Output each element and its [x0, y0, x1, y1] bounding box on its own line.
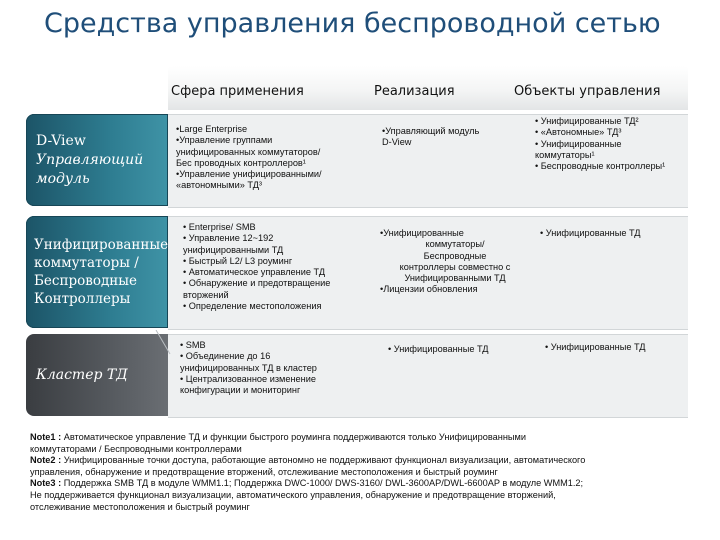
- cell-line: вторжений: [183, 289, 229, 300]
- row-label-line: Кластер ТД: [36, 366, 128, 383]
- column-header-scope: Сфера применения: [171, 84, 304, 99]
- cell-line: унифицированных ТД в кластер: [180, 362, 317, 373]
- cell-line: • Управление 12~192: [183, 233, 274, 244]
- footnotes: [30, 432, 710, 513]
- footnote-line: [30, 478, 710, 490]
- row-label-line: коммутаторы /: [34, 255, 139, 271]
- row-label-unified: [26, 216, 168, 328]
- footnote-text: управления, обнаружение и предотвращение вторжений, отслеживание местоположения и быстрый роуминг: [30, 466, 498, 477]
- cell-line: Беспроводные: [423, 250, 487, 261]
- cell-objects-dview: [535, 116, 665, 172]
- cell-line: • Унифицированные ТД: [388, 344, 489, 354]
- cell-line: Унифицированными ТД: [404, 273, 506, 284]
- footnote-tag: Note1 :: [30, 432, 62, 442]
- footnote-text: Унифицированные точки доступа, работающие автономно не поддерживают функционал визуализации, автоматического: [61, 455, 586, 466]
- cell-line: •Управление унифицированными/: [176, 169, 322, 180]
- cell-line: •Унифицированные: [380, 228, 464, 238]
- cell-line: • Унифицированные: [535, 138, 622, 149]
- cell-line: контроллеры совместно с: [399, 261, 511, 272]
- cell-line: • Обнаружение и предотвращение: [183, 278, 331, 289]
- cell-line: унифицированных коммутаторов/: [176, 146, 321, 157]
- cell-implementation-cluster: [388, 344, 489, 355]
- cell-implementation-unified: [380, 228, 530, 296]
- footnote-line: [30, 490, 710, 502]
- cell-line: унифицированными ТД: [183, 244, 284, 255]
- row-label-line: Беспроводные: [34, 273, 138, 289]
- row-label-line: D-View: [36, 132, 86, 149]
- row-label-cluster: [26, 334, 168, 416]
- column-header-implementation: Реализация: [374, 84, 455, 99]
- cell-line: • Объединение до 16: [180, 351, 271, 362]
- cell-line: Бес проводных контроллеров¹: [176, 157, 306, 168]
- page-title: Средства управления беспроводной сетью: [44, 8, 661, 39]
- cell-line: •Large Enterprise: [176, 124, 248, 134]
- cell-line: •Лицензии обновления: [380, 284, 478, 295]
- footnote-text: коммутаторами / Беспроводными контроллерами: [30, 443, 242, 454]
- row-label-line: Контроллеры: [34, 291, 131, 307]
- footnote-tag: Note3 :: [30, 478, 62, 489]
- cell-line: • Определение местоположения: [183, 301, 322, 312]
- cell-line: • Унифицированные ТД: [540, 228, 641, 238]
- cell-scope-unified: [183, 222, 330, 312]
- cell-line: • Автоматическое управление ТД: [183, 267, 326, 278]
- cell-line: коммутаторы/: [425, 239, 485, 250]
- row-label-line: Унифицированные: [34, 237, 168, 253]
- footnote-text: Автоматическое управление ТД и функции быстрого роуминга поддерживаются только Унифицированными: [61, 432, 526, 442]
- footnote-line: [30, 432, 710, 444]
- footnote-line: [30, 467, 710, 479]
- footnote-line: [30, 444, 710, 456]
- row-label-line: Управляющий: [36, 151, 144, 168]
- cell-objects-cluster: [545, 342, 646, 353]
- cell-line: конфигурации и мониторинг: [180, 385, 301, 396]
- cell-scope-cluster: [180, 340, 317, 396]
- row-divider-line: [152, 330, 172, 416]
- cell-line: • Беспроводные контроллеры¹: [535, 161, 666, 172]
- cell-implementation-dview: [382, 126, 479, 149]
- cell-line: • Enterprise/ SMB: [183, 222, 256, 232]
- cell-line: • SMB: [180, 340, 206, 350]
- footnote-text: отслеживание местоположения и быстрый роуминг: [30, 501, 250, 512]
- cell-line: • Унифицированные ТД²: [535, 116, 639, 126]
- cell-line: «автономными» ТД³: [176, 180, 262, 191]
- column-header-objects: Объекты управления: [514, 84, 661, 99]
- footnote-tag: Note2 :: [30, 455, 62, 466]
- cell-line: • Централизованное изменение: [180, 373, 316, 384]
- cell-line: • Быстрый L2/ L3 роуминг: [183, 255, 293, 266]
- cell-line: • Унифицированные ТД: [545, 342, 646, 352]
- cell-objects-unified: [540, 228, 641, 239]
- footnote-text: Поддержка SMB ТД в модуле WMM1.1; Поддержка DWC-1000/ DWS-3160/ DWL-3600AP/DWL-6600AP в модуле WMM1.2;: [61, 478, 584, 489]
- cell-line: коммутаторы¹: [535, 149, 595, 160]
- cell-line: D-View: [382, 137, 412, 148]
- row-label-line: модуль: [36, 170, 90, 187]
- footnote-text: Не поддерживается функционал визуализации, автоматического управления, обнаружение и предотвращение вторжений,: [30, 489, 556, 500]
- footnote-line: [30, 455, 710, 467]
- row-label-dview: [26, 114, 168, 206]
- cell-line: •Управляющий модуль: [382, 126, 480, 136]
- cell-line: •Управление группами: [176, 135, 273, 146]
- cell-line: • «Автономные» ТД³: [535, 127, 622, 138]
- cell-scope-dview: [176, 124, 322, 192]
- footnote-line: [30, 502, 710, 514]
